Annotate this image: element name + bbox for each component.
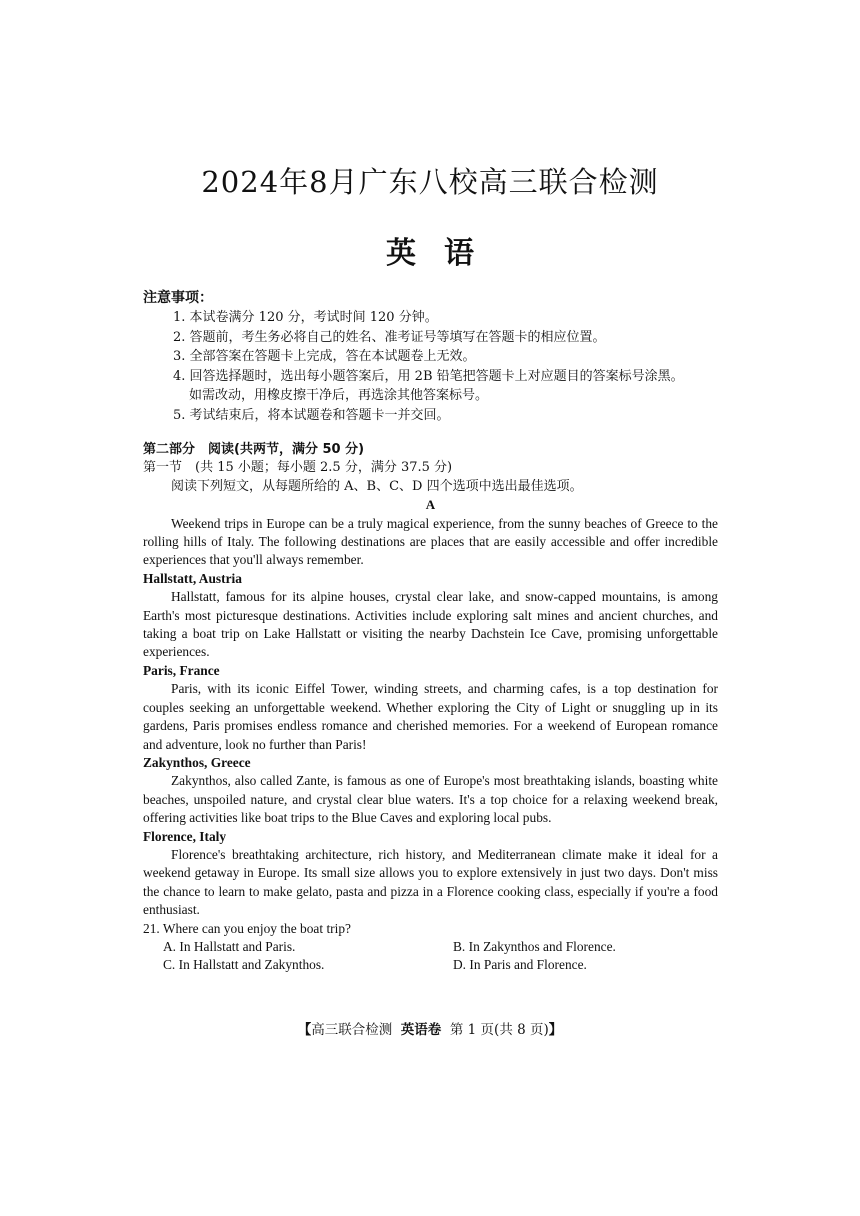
destination-paragraph: Zakynthos, also called Zante, is famous as one of Europe's most breathtaking islands, boasting white beaches, unspoiled nature, and crystal clear blue waters. It's a top choice for a relaxing weekend break, offering activities like boat trips to the Blue Caves and exploring local pubs.: [143, 773, 718, 826]
page-footer: [0, 1018, 860, 1038]
option-d: D. In Paris and Florence.: [453, 957, 587, 973]
destination-paragraph: Hallstatt, famous for its alpine houses, crystal clear lake, and snow-capped mountains, is among Earth's most picturesque destinations. Activities include exploring salt mines and ancient churches, and taking a boat trip on Lake Hallstatt or visiting the nearby Dachstein Ice Cave, promising unforgettable experiences.: [143, 589, 718, 660]
part-heading: 第二部分 阅读(共两节，满分 50 分): [143, 442, 365, 457]
footer-right-bracket: 】: [548, 1022, 563, 1038]
option-b: B. In Zakynthos and Florence.: [453, 938, 616, 954]
subject-title: 英语: [386, 236, 502, 271]
question-stem: 21. Where can you enjoy the boat trip?: [143, 920, 351, 936]
destination-heading: Hallstatt, Austria: [143, 570, 242, 586]
note-item-continuation: 如需改动，用橡皮擦干净后，再选涂其他答案标号。: [189, 388, 489, 403]
exam-title: 2024年8月广东八校高三联合检测: [201, 165, 659, 199]
note-item: 5. 考试结束后，将本试题卷和答题卡一并交回。: [173, 407, 450, 423]
passage-label: A: [425, 497, 436, 513]
notes-heading: 注意事项：: [143, 290, 213, 306]
instruction-text: 阅读下列短文，从每题所给的 A、B、C、D 四个选项中选出最佳选项。: [171, 478, 583, 494]
footer-left-bracket: 【: [297, 1022, 312, 1038]
passage-intro: Weekend trips in Europe can be a truly magical experience, from the sunny beaches of Greece to the rolling hills of Italy. The following destinations are places that are easily accessible and offer incredible experiences that you'll always remember.: [143, 515, 718, 568]
notes-section: [143, 288, 743, 425]
destination-heading: Paris, France: [143, 662, 220, 678]
option-a: A. In Hallstatt and Paris.: [163, 938, 296, 954]
note-item: 2. 答题前，考生务必将自己的姓名、准考证号等填写在答题卡的相应位置。: [173, 329, 606, 345]
note-item: 1. 本试卷满分 120 分，考试时间 120 分钟。: [173, 310, 438, 325]
footer-page-number: 第 1 页(共 8 页): [449, 1022, 549, 1038]
section-heading: 第一节 (共 15 小题；每小题 2.5 分，满分 37.5 分): [143, 460, 453, 476]
note-item: 3. 全部答案在答题卡上完成，答在本试题卷上无效。: [173, 349, 476, 364]
note-item: 4. 回答选择题时，选出每小题答案后，用 2B 铅笔把答题卡上对应题目的答案标号涂黑。: [173, 368, 684, 384]
destination-paragraph: Paris, with its iconic Eiffel Tower, winding streets, and charming cafes, is a top destination for couples seeking an unforgettable weekend. Whether exploring the City of Light or snuggling up in its gardens, Paris promises endless romance and cherished memories. For a weekend of European romance and adventure, look no further than Paris!: [143, 681, 718, 752]
destination-heading: Florence, Italy: [143, 828, 227, 844]
reading-section: [143, 441, 718, 975]
destination-heading: Zakynthos, Greece: [143, 754, 251, 770]
destination-paragraph: Florence's breathtaking architecture, rich history, and Mediterranean climate make it ideal for a weekend getaway in Europe. Its small size allows you to explore extensively in just two days. Don't miss the chance to learn to make gelato, pasta and pizza in a Florence cooking class, especially if you're a food enthusiast.: [143, 846, 718, 918]
footer-subject: 英语卷: [400, 1022, 442, 1038]
footer-exam: 高三联合检测: [311, 1022, 393, 1038]
question-options: [143, 938, 718, 975]
option-c: C. In Hallstatt and Zakynthos.: [163, 957, 325, 973]
